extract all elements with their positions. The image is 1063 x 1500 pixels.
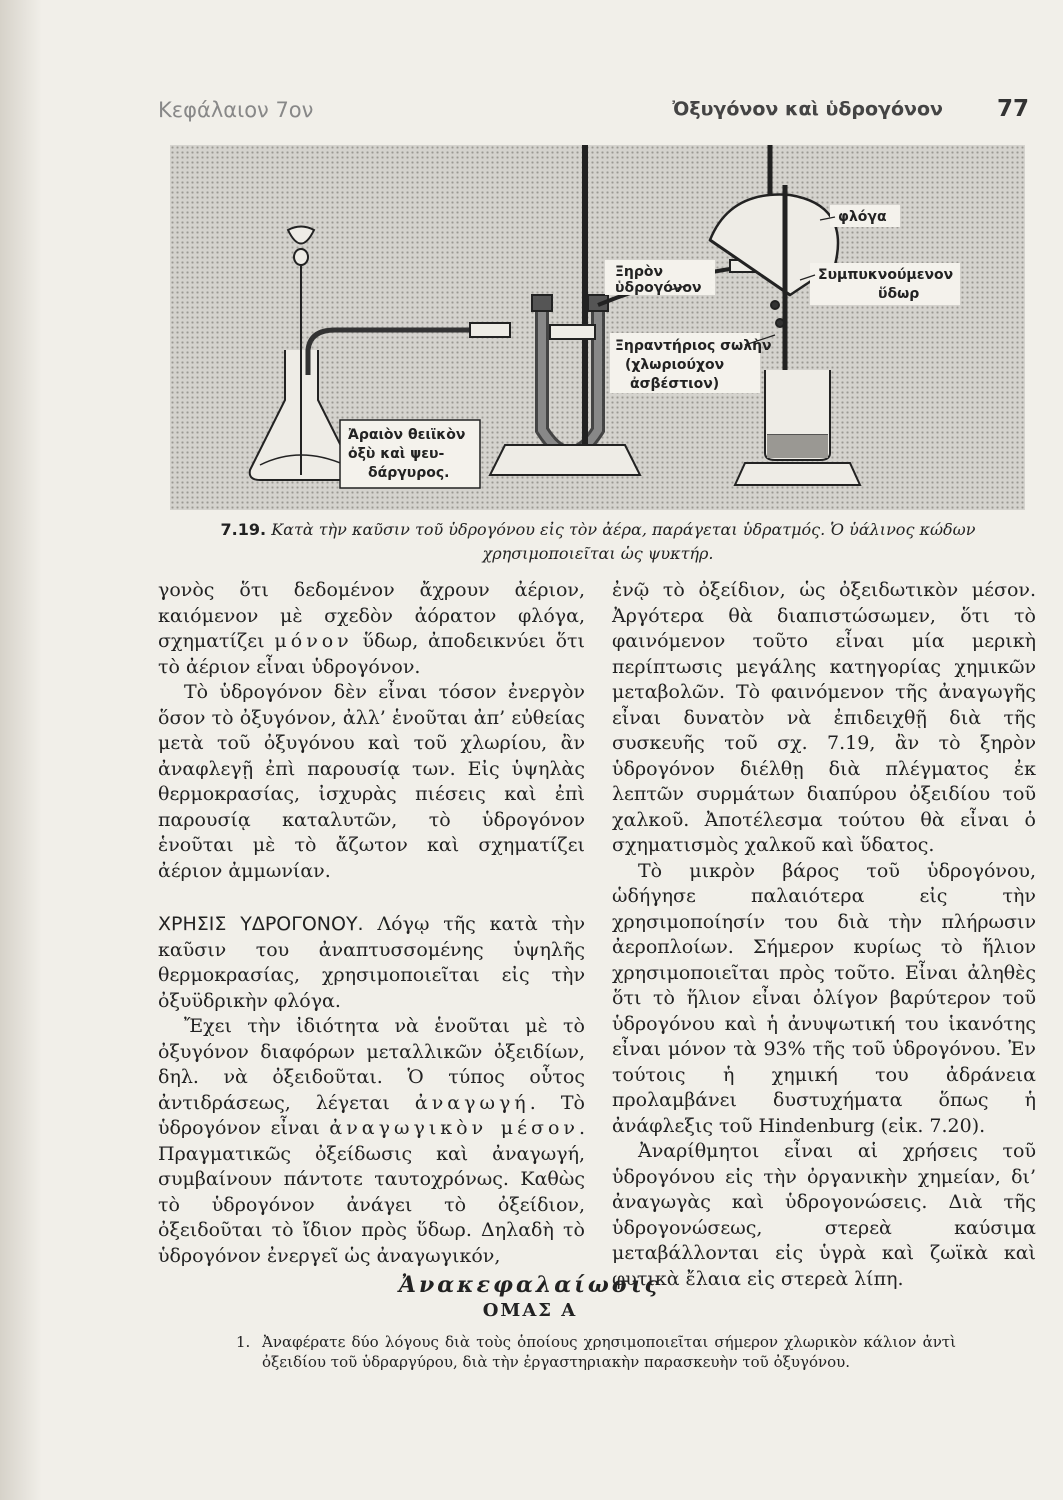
paragraph-uses bbox=[158, 912, 585, 1014]
summary-group: ΟΜΑΣ Α bbox=[482, 1300, 578, 1321]
label-acid-3: δάργυρος. bbox=[368, 465, 450, 481]
label-dry-1: Ξηρὸν bbox=[615, 264, 663, 280]
question-1 bbox=[236, 1332, 956, 1372]
label-tube-1: Ξηραντήριος σωλὴν bbox=[615, 338, 772, 354]
question-text: Ἀναφέρατε δύο λόγους διὰ τοὺς ὁποίους χρησιμοποιεῖται σήμερον χλωρικὸν κάλιον ἀντὶ ὀξειδίου τοῦ ὑδραργύρου, διὰ τὴν ἐργαστηριακὴν παρασκευὴν τοῦ ὀξυγόνου. bbox=[262, 1333, 956, 1371]
paragraph: Τὸ μικρὸν βάρος τοῦ ὑδρογόνου, ὡδήγησε παλαιότερα εἰς τὴν χρησιμοποίησίν του διὰ τὴν πλήρωσιν ἀεροπλοίων. Σήμερον κυρίως τὸ ἥλιον χρησιμοποιεῖται πρὸς τοῦτο. Εἶναι ἀληθὲς ὅτι τὸ ἥλιον εἶναι ὀλίγον βαρύτερον τοῦ ὑδρογόνου καὶ ἡ ἀνυψωτική του ἱκανότης εἶναι μόνον τὰ 93% τῆς τοῦ ὑδρογόνου. Ἐν τούτοις ἡ χημική του ἀδράνεια προλαμβάνει δυστυχήματα ὅπως ἡ ἀνάφλεξις τοῦ Hindenburg (εἰκ. 7.20). bbox=[612, 859, 1036, 1137]
label-condensed-1: Συμπυκνούμενον bbox=[818, 267, 954, 283]
label-tube-3: ἀσβέστιον) bbox=[630, 376, 720, 392]
text-run: ὕδωρ, ἀποδεικνύει ὅτι τὸ ἀέριον εἶναι ὑδρογόνον. bbox=[158, 630, 585, 678]
label-condensed-2: ὕδωρ bbox=[878, 286, 920, 302]
page-number: 77 bbox=[996, 96, 1029, 122]
text-run: . Τὸ ὑδρογόνον εἶναι bbox=[158, 1091, 585, 1139]
left-column bbox=[158, 578, 585, 1269]
apparatus-drawing bbox=[170, 145, 1025, 510]
text-run: Ἔχει τὴν ἰδιότητα νὰ ἑνοῦται μὲ τὸ ὀξυγόνον διαφόρων μεταλλικῶν ὀξειδίων, δηλ. νὰ ὀξειδοῦται. Ὁ τύπος οὗτος ἀντιδράσεως, λέγεται bbox=[158, 1015, 585, 1114]
label-acid-1: Ἀραιὸν θειϊκὸν bbox=[348, 427, 466, 443]
figure-caption bbox=[158, 518, 1038, 566]
question-number: 1. bbox=[236, 1333, 251, 1351]
book-gutter bbox=[0, 0, 42, 1500]
chapter-header: Κεφάλαιον 7ον bbox=[158, 98, 314, 122]
emphasis: ἀναγωγή bbox=[414, 1091, 530, 1114]
emphasis: μόνον bbox=[274, 630, 353, 652]
paragraph: Τὸ ὑδρογόνον δὲν εἶναι τόσον ἐνεργὸν ὅσον τὸ ὀξυγόνον, ἀλλ’ ἑνοῦται ἀπ’ εὐθείας μετὰ τοῦ ὀξυγόνου καὶ τοῦ χλωρίου, ἂν ἀναφλεγῇ ἐπὶ παρουσίᾳ των. Εἰς ὑψηλὰς θερμοκρασίας, ἰσχυρὰς πιέσεις καὶ ἐπὶ παρουσίᾳ καταλυτῶν, τὸ ὑδρογόνον ἑνοῦται μὲ τὸ ἄζωτον καὶ σχηματίζει ἀέριον ἀμμωνίαν. bbox=[158, 681, 585, 882]
text-run: Λόγῳ τῆς κατὰ τὴν καῦσιν του ἀναπτυσσομένης ὑψηλῆς θερμοκρασίας, χρησιμοποιεῖται εἰς τὴν ὀξυϋδρικὴν φλόγα. bbox=[158, 913, 585, 1012]
paragraph bbox=[158, 578, 585, 680]
label-dry-2: ὑδρογόνον bbox=[615, 280, 702, 296]
caption-number: 7.19. bbox=[220, 520, 267, 539]
paragraph: ἐνῷ τὸ ὀξείδιον, ὡς ὀξειδωτικὸν μέσον. Ἀργότερα θὰ διαπιστώσωμεν, ὅτι τὸ φαινόμενον τοῦτο εἶναι μία μερικὴ περίπτωσις μεγάλης κατηγορίας χημικῶν μεταβολῶν. Τὸ φαινόμενον τῆς ἀναγωγῆς εἶναι δυνατὸν νὰ ἐπιδειχθῇ διὰ τῆς συσκευῆς τοῦ σχ. 7.19, ἂν τὸ ξηρὸν ὑδρογόνον διέλθῃ διὰ πλέγματος ἐκ λεπτῶν συρμάτων διαπύρου ὀξειδίου τοῦ χαλκοῦ. Ἀποτέλεσμα τούτου θὰ εἶναι ὁ σχηματισμὸς χαλκοῦ καὶ ὕδατος. bbox=[612, 579, 1036, 856]
text-run: γονὸς ὅτι δεδομένον ἄχρουν ἀέριον, καιόμενον μὲ σχεδὸν ἀόρατον φλόγα, σχηματίζει bbox=[158, 579, 585, 652]
apparatus-figure bbox=[170, 145, 1025, 510]
beaker-base bbox=[735, 463, 860, 485]
paragraph: Ἀναρίθμητοι εἶναι αἱ χρήσεις τοῦ ὑδρογόνου εἰς τὴν ὀργανικὴν χημείαν, δι’ ἀναγωγὰς καὶ ὑδρογονώσεις. Διὰ τῆς ὑδρογονώσεως, στερεὰ καύσιμα μεταβάλλονται εἰς ὑγρὰ καὶ ζωϊκὰ καὶ φυτικὰ ἔλαια εἰς στερεὰ λίπη. bbox=[612, 1140, 1036, 1290]
paragraph bbox=[158, 1014, 585, 1269]
right-column bbox=[612, 578, 1036, 1292]
stand-base bbox=[490, 445, 640, 475]
caption-text: Κατὰ τὴν καῦσιν τοῦ ὑδρογόνου εἰς τὸν ἀέρα, παράγεται ὑδρατμός. Ὁ ὑάλινος κώδων χρησιμοποιεῖται ὡς ψυκτήρ. bbox=[266, 520, 976, 563]
emphasis: ἀναγωγικὸν μέσον bbox=[329, 1117, 579, 1139]
label-flame: φλόγα bbox=[838, 209, 887, 225]
section-heading: ΧΡΗΣΙΣ ΥΔΡΟΓΟΝΟΥ. bbox=[158, 913, 364, 935]
label-tube-2: (χλωριούχον bbox=[625, 357, 725, 373]
summary-title: Ἀνακεφαλαίωσις bbox=[398, 1272, 662, 1298]
label-acid-2: ὀξὺ καὶ ψευ- bbox=[348, 446, 445, 462]
text-run: . Πραγματικῶς ὀξείδωσις καὶ ἀναγωγή, συμβαίνουν πάντοτε ταυτοχρόνως. Καθὼς τὸ ὑδρογόνον ἀνάγει τὸ ὀξείδιον, ὀξειδοῦται τὸ ἴδιον πρὸς ὕδωρ. Δηλαδὴ τὸ ὑδρογόνον ἐνεργεῖ ὡς ἀναγωγικόν, bbox=[158, 1117, 586, 1267]
section-header: Ὀξυγόνον καὶ ὑδρογόνον bbox=[672, 98, 943, 120]
